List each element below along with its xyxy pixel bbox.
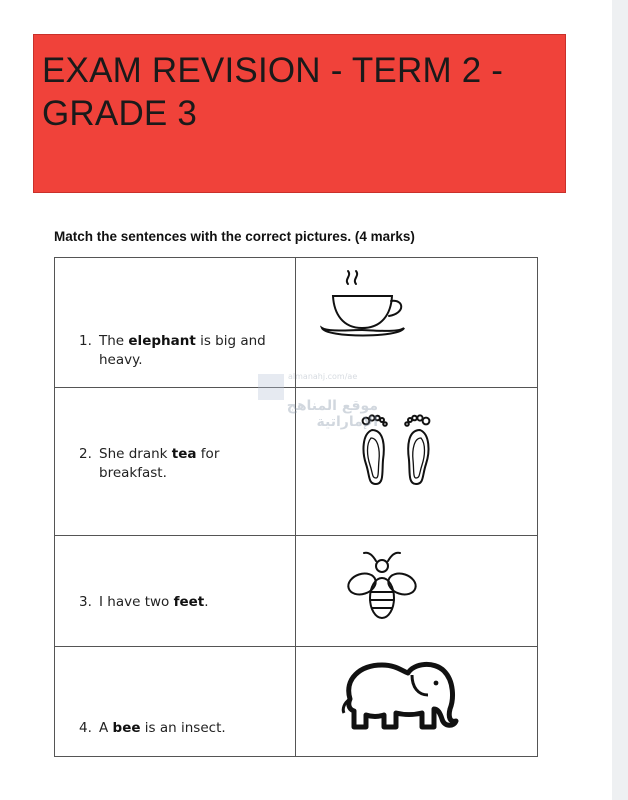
watermark-url: almanahj.com/ae: [288, 372, 358, 381]
page-title: EXAM REVISION - TERM 2 - GRADE 3: [42, 51, 504, 133]
sentence-cell: [55, 647, 296, 757]
sentence-keyword: bee: [112, 720, 141, 736]
picture-cell: [296, 258, 538, 388]
sentence-4: [79, 719, 277, 738]
page-gutter: [612, 0, 628, 800]
sentence-3: [79, 593, 277, 612]
sentence-number: 1.: [79, 333, 92, 349]
teacup-icon: [320, 266, 420, 346]
table-row: [55, 258, 538, 388]
sentence-number: 4.: [79, 720, 92, 736]
sentence-text-before: She drank: [99, 446, 172, 462]
sentence-text-after: for breakfast.: [99, 446, 220, 481]
matching-table: [54, 257, 538, 757]
instruction-text: Match the sentences with the correct pictures. (4 marks): [54, 229, 415, 244]
picture-cell: [296, 388, 538, 536]
sentence-text-before: I have two: [99, 594, 174, 610]
footprints-icon: [358, 412, 438, 488]
sentence-number: 3.: [79, 594, 92, 610]
watermark-brand: موقع المناهج الإماراتية: [286, 398, 378, 430]
sentence-keyword: feet: [173, 594, 205, 610]
sentence-number: 2.: [79, 446, 92, 462]
sentence-keyword: elephant: [128, 333, 196, 349]
picture-cell: [296, 647, 538, 757]
table-row: [55, 536, 538, 647]
sentence-cell: [55, 258, 296, 388]
sentence-1: [79, 332, 277, 370]
sentence-cell: [55, 388, 296, 536]
sentence-text-after: is big and heavy.: [99, 333, 266, 368]
elephant-icon: [338, 653, 464, 735]
sentence-text-before: A: [99, 720, 113, 736]
sentence-keyword: tea: [171, 446, 197, 462]
sentence-cell: [55, 536, 296, 647]
title-banner: [33, 34, 566, 193]
sentence-text-before: The: [99, 333, 129, 349]
sentence-2: [79, 445, 277, 483]
table-row: [55, 647, 538, 757]
table-row: [55, 388, 538, 536]
sentence-text-after: .: [204, 594, 209, 610]
picture-cell: [296, 536, 538, 647]
bee-icon: [346, 548, 418, 628]
sentence-text-after: is an insect.: [140, 720, 226, 736]
